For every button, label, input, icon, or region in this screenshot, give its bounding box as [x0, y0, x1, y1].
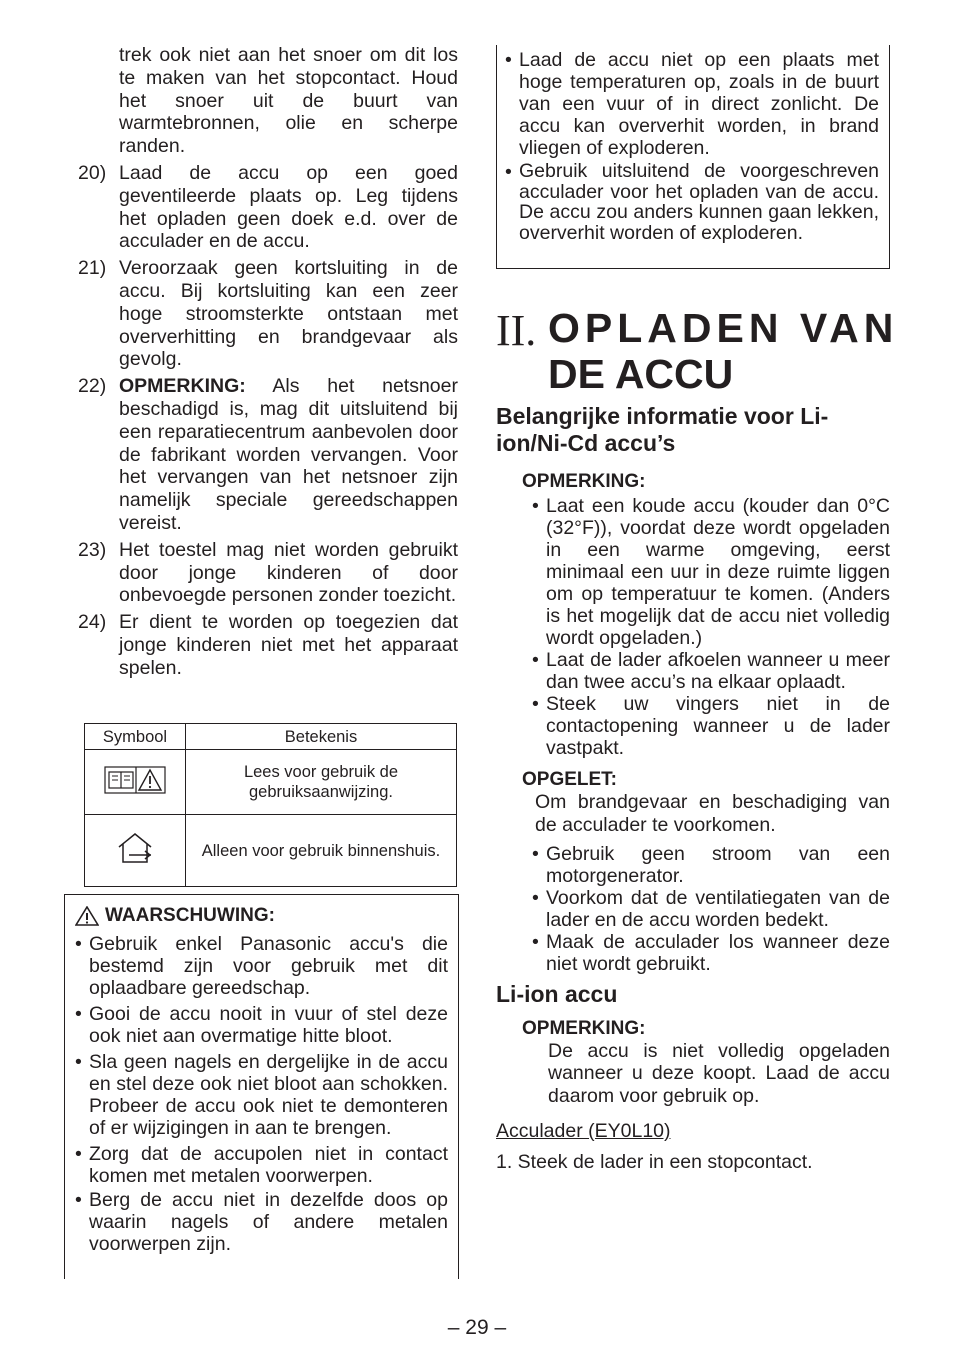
caution-bullet: • Gebruik geen stroom van een motorgenerator. — [532, 842, 890, 887]
subsection-heading: Belangrijke informatie voor Li-ion/Ni-Cd accu’s — [496, 403, 829, 456]
warning-bullet: • Gebruik uitsluitend de voorgeschreven acculader voor het opladen van de accu. De accu zou anders kunnen gaan lekken, oververhit worden of exploderen. — [505, 160, 879, 244]
right-body — [496, 403, 890, 1174]
caution-label: OPGELET: — [522, 769, 618, 790]
charger-model-link: Acculader (EY0L10) — [496, 1119, 671, 1142]
liion-heading: Li-ion accu — [496, 980, 618, 1007]
bullet-text: Maak de acculader los wanneer deze niet wordt gebruikt. — [546, 930, 890, 975]
item-text — [119, 375, 458, 535]
warning-bullet: • Gebruik enkel Panasonic accu's die bestemd zijn voor gebruik met dit oplaadbare gereedschap. — [75, 933, 448, 999]
bullet-text: Gooi de accu nooit in vuur of stel deze ook niet aan overmatige hitte bloot. — [89, 1003, 448, 1047]
bullet-text: Steek uw vingers niet in de contactopening wanneer u de lader vastpakt. — [546, 693, 890, 759]
item-text: Veroorzaak geen kortsluiting in de accu. Bij kortsluiting kan een zeer hoge stroomsterkte ontstaan met oververhitting en brandgevaar als gevolg. — [119, 257, 458, 371]
warning-triangle-icon — [75, 906, 99, 926]
list-item-20 — [78, 162, 458, 253]
bullet-text: Laat een koude accu (kouder dan 0°C (32°F)), voordat deze wordt opgeladen in een warme omgeving, eerst minimaal een uur in deze ruimte liggen om op temperatuur te komen. (Anders is het mogelijk dat de accu niet volledig wordt opgeladen.) — [546, 495, 890, 649]
liion-note-text: De accu is niet volledig opgeladen wanneer u deze koopt. Laad de accu daarom voor gebruik op. — [548, 1039, 890, 1108]
list-item-23 — [78, 539, 458, 607]
item-number: 20) — [78, 161, 107, 184]
note-bullet: • Laat een koude accu (kouder dan 0°C (32°F)), voordat deze wordt opgeladen in een warme omgeving, eerst minimaal een uur in deze ruimte liggen om op temperatuur te komen. (Anders is het mogelijk dat de accu niet volledig wordt opgeladen.) — [532, 495, 890, 649]
list-item-21 — [78, 257, 458, 371]
table-cell: Alleen voor gebruik binnenshuis. — [186, 815, 457, 887]
page-number: – 29 – — [447, 1316, 507, 1339]
list-item-22 — [78, 375, 458, 535]
table-row — [85, 815, 457, 887]
step-1: 1. Steek de lader in een stopcontact. — [496, 1150, 813, 1173]
bullet-text: Berg de accu niet in dezelfde doos op waarin nagels of andere metalen voorwerpen zijn. — [89, 1189, 448, 1255]
note-list — [532, 495, 890, 759]
left-column — [78, 0, 458, 680]
note-label: OPMERKING: — [522, 471, 646, 492]
caution-bullet: • Maak de acculader los wanneer deze niet wordt gebruikt. — [532, 930, 890, 975]
note-label: OPMERKING: — [119, 375, 246, 398]
warning-bullet: • Gooi de accu nooit in vuur of stel deze ook niet aan overmatige hitte bloot. — [75, 1003, 448, 1047]
item-number: 23) — [78, 538, 107, 561]
caution-list — [532, 843, 890, 975]
warning-bullet: • Berg de accu niet in dezelfde doos op waarin nagels of andere metalen voorwerpen zijn. — [75, 1189, 448, 1255]
table-header: Betekenis — [186, 724, 457, 750]
note-bullet: • Steek uw vingers niet in de contactopening wanneer u de lader vastpakt. — [532, 693, 890, 759]
warning-title: WAARSCHUWING: — [105, 905, 275, 926]
warning-bullet: • Laad de accu niet op een plaats met hoge temperaturen op, zoals in de buurt van een vuur of in direct zonlicht. De accu kan oververhit worden, in brand vliegen of exploderen. — [505, 49, 879, 159]
manual-warning-icon — [85, 750, 186, 815]
indoor-house-icon — [85, 815, 186, 887]
caution-bullet: • Voorkom dat de ventilatiegaten van de lader en de accu worden bedekt. — [532, 886, 890, 931]
item-number: 21) — [78, 257, 107, 280]
caution-intro: Om brandgevaar en beschadiging van de acculader te voorkomen. — [535, 791, 890, 836]
item-number: 24) — [78, 611, 107, 634]
item-text: Het toestel mag niet worden gebruikt door jonge kinderen of door onbevoegde personen zonder toezicht. — [119, 538, 458, 607]
warning-heading — [75, 905, 458, 927]
liion-note-label: OPMERKING: — [522, 1017, 646, 1039]
section-numeral: II. — [496, 306, 537, 355]
bullet-text: Laad de accu niet op een plaats met hoge temperaturen op, zoals in de buurt van een vuur of in direct zonlicht. De accu kan oververhit worden, in brand vliegen of exploderen. — [519, 49, 879, 159]
bullet-text: Sla geen nagels en dergelijke in de accu en stel deze ook niet bloot aan schokken. Probeer de accu ook niet te demonteren of er wijzigingen in aan te brengen. — [89, 1051, 448, 1139]
table-row — [85, 750, 457, 815]
table-header-row — [85, 724, 457, 750]
continued-warning-box — [496, 45, 890, 269]
bullet-text: Gebruik enkel Panasonic accu's die bestemd zijn voor gebruik met dit oplaadbare gereedschap. — [89, 933, 448, 999]
warning-box — [64, 894, 459, 1279]
item-text: Laad de accu op een goed geventileerde plaats op. Leg tijdens het opladen geen doek e.d. over de acculader en de accu. — [119, 161, 458, 253]
item-number: 22) — [78, 375, 107, 398]
item-text: Er dient te worden op toegezien dat jonge kinderen niet met het apparaat spelen. — [119, 611, 458, 679]
note-bullet: • Laat de lader afkoelen wanneer u meer dan twee accu’s na elkaar oplaadt. — [532, 649, 890, 693]
section-title-line2: DE ACCU — [548, 351, 734, 397]
bullet-text: Laat de lader afkoelen wanneer u meer dan twee accu’s na elkaar oplaadt. — [546, 649, 890, 693]
warning-bullet: • Zorg dat de accupolen niet in contact komen met metalen voorwerpen. — [75, 1143, 448, 1187]
table-header: Symbool — [85, 724, 186, 750]
continuation-text: trek ook niet aan het snoer om dit los te maken van het stopcontact. Houd het snoer uit de buurt van warmtebronnen, olie en scherpe randen. — [119, 44, 458, 158]
bullet-text: Voorkom dat de ventilatiegaten van de lader en de accu worden bedekt. — [546, 886, 890, 931]
bullet-text: Gebruik geen stroom van een motorgenerator. — [546, 842, 890, 887]
bullet-text: Zorg dat de accupolen niet in contact komen met metalen voorwerpen. — [89, 1143, 448, 1187]
symbol-table — [84, 723, 457, 887]
note-text: Als het netsnoer beschadigd is, mag dit uitsluitend bij een reparatiecentrum aanbevolen door de fabrikant worden vervangen. Voor het vervangen van het netsnoer zijn namelijk speciale gereedschappen vereist. — [119, 375, 458, 534]
table-cell: Lees voor gebruik de gebruiksaanwijzing. — [186, 750, 457, 815]
bullet-text: Gebruik uitsluitend de voorgeschreven acculader voor het opladen van de accu. De accu zou anders kunnen gaan lekken, oververhit worden of exploderen. — [519, 160, 879, 244]
warning-bullet: • Sla geen nagels en dergelijke in de accu en stel deze ook niet bloot aan schokken. Probeer de accu ook niet te demonteren of er wijzigingen in aan te brengen. — [75, 1051, 448, 1139]
section-title-line1: OPLADEN VAN — [548, 305, 899, 351]
list-item-24 — [78, 611, 458, 679]
